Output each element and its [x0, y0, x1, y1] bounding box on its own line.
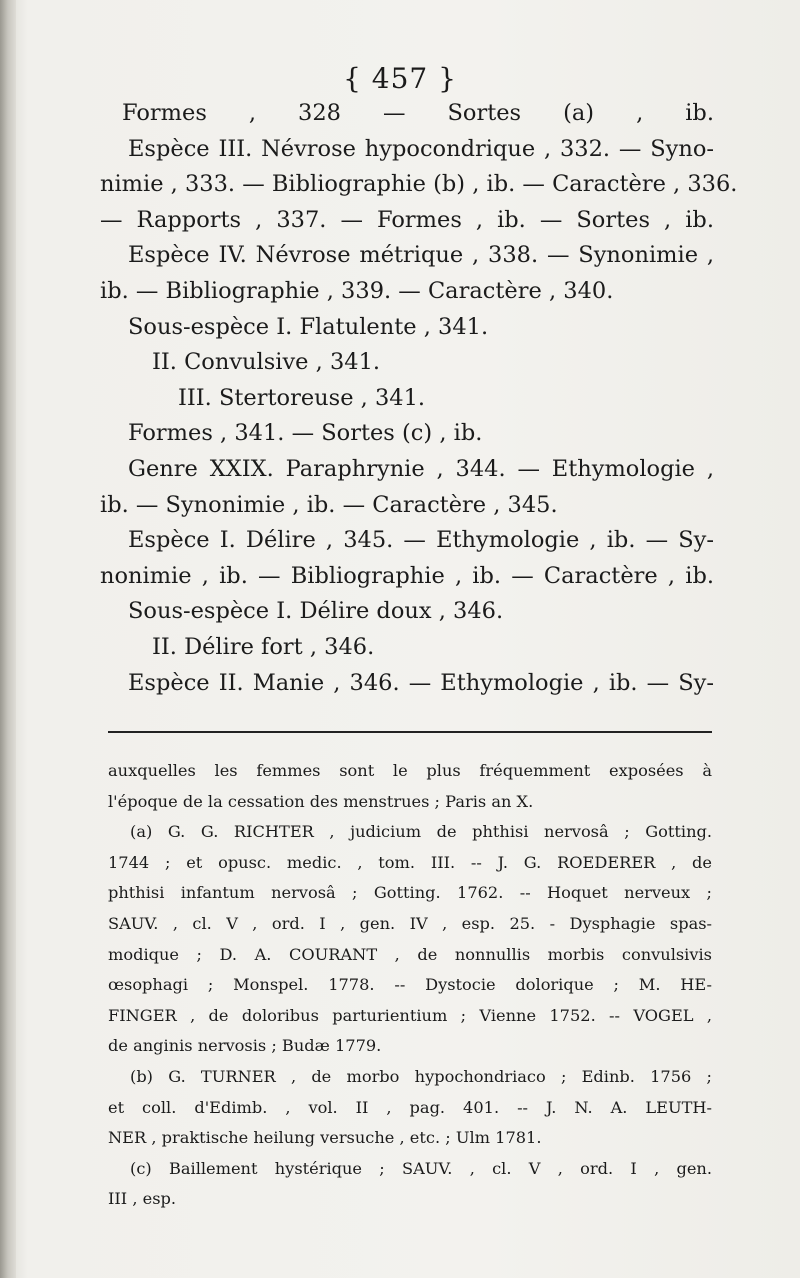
footnote-line: œsophagi ; Monspel. 1778. -- Dystocie dolorique ; M. HE- [108, 975, 712, 995]
footnote-line: l'époque de la cessation des menstrues ; Paris an X. [108, 791, 534, 811]
text-line: Espèce III. Névrose hypocondrique , 332. — Syno- [128, 135, 714, 162]
text-line: II. Délire fort , 346. [152, 633, 375, 660]
footnote-line: FINGER , de doloribus parturientium ; Vienne 1752. -- VOGEL , [108, 1005, 712, 1025]
text-line: nimie , 333. — Bibliographie (b) , ib. — Caractère , 336. [100, 171, 738, 198]
text-line: ib. — Synonimie , ib. — Caractère , 345. [100, 491, 558, 518]
text-line: nonimie , ib. — Bibliographie , ib. — Caractère , ib. [100, 562, 714, 589]
text-line: Espèce II. Manie , 346. — Ethymologie , ib. — Sy- [128, 669, 714, 696]
footnote-divider [108, 731, 712, 733]
text-line: Espèce I. Délire , 345. — Ethymologie , ib. — Sy- [128, 527, 714, 554]
footnote-line: (b) G. TURNER , de morbo hypochondriaco ; Edinb. 1756 ; [130, 1066, 712, 1086]
page-gutter-shadow [0, 0, 16, 1278]
text-line: Sous-espèce I. Flatulente , 341. [128, 313, 489, 340]
footnote-line: NER , praktische heilung versuche , etc. ; Ulm 1781. [108, 1128, 542, 1148]
footnote-line: et coll. d'Edimb. , vol. II , pag. 401. -- J. N. A. LEUTH- [108, 1097, 712, 1117]
footnote-line: auxquelles les femmes sont le plus fréquemment exposées à [108, 761, 712, 780]
footnote-line: 1744 ; et opusc. medic. , tom. III. -- J. G. ROEDERER , de [108, 852, 712, 872]
text-line: Formes , 328 — Sortes (a) , ib. [122, 100, 714, 126]
footnote-line: III , esp. [108, 1189, 177, 1209]
footnote-line: de anginis nervosis ; Budæ 1779. [108, 1036, 382, 1056]
footnote-line: modique ; D. A. COURANT , de nonnullis morbis convulsivis [108, 944, 712, 964]
main-text [100, 96, 738, 701]
footnote-line: (a) G. G. RICHTER , judicium de phthisi nervosâ ; Gotting. [130, 822, 712, 842]
text-line: Genre XXIX. Paraphrynie , 344. — Ethymologie , [128, 455, 714, 482]
footnotes [108, 756, 712, 1215]
text-line: Formes , 341. — Sortes (c) , ib. [128, 420, 483, 447]
footnote-line: SAUV. , cl. V , ord. I , gen. IV , esp. 25. - Dysphagie spas- [108, 913, 712, 933]
footnote-line: phthisi infantum nervosâ ; Gotting. 1762. -- Hoquet nerveux ; [108, 883, 712, 903]
footnote-line: (c) Baillement hystérique ; SAUV. , cl. V , ord. I , gen. [130, 1158, 712, 1178]
text-line: — Rapports , 337. — Formes , ib. — Sortes , ib. [100, 206, 714, 233]
page-number: { 457 } [343, 62, 457, 95]
text-line: II. Convulsive , 341. [152, 349, 381, 376]
text-line: ib. — Bibliographie , 339. — Caractère , 340. [100, 277, 614, 304]
text-line: III. Stertoreuse , 341. [178, 384, 426, 411]
text-line: Espèce IV. Névrose métrique , 338. — Synonimie , [128, 242, 714, 269]
text-line: Sous-espèce I. Délire doux , 346. [128, 598, 504, 625]
